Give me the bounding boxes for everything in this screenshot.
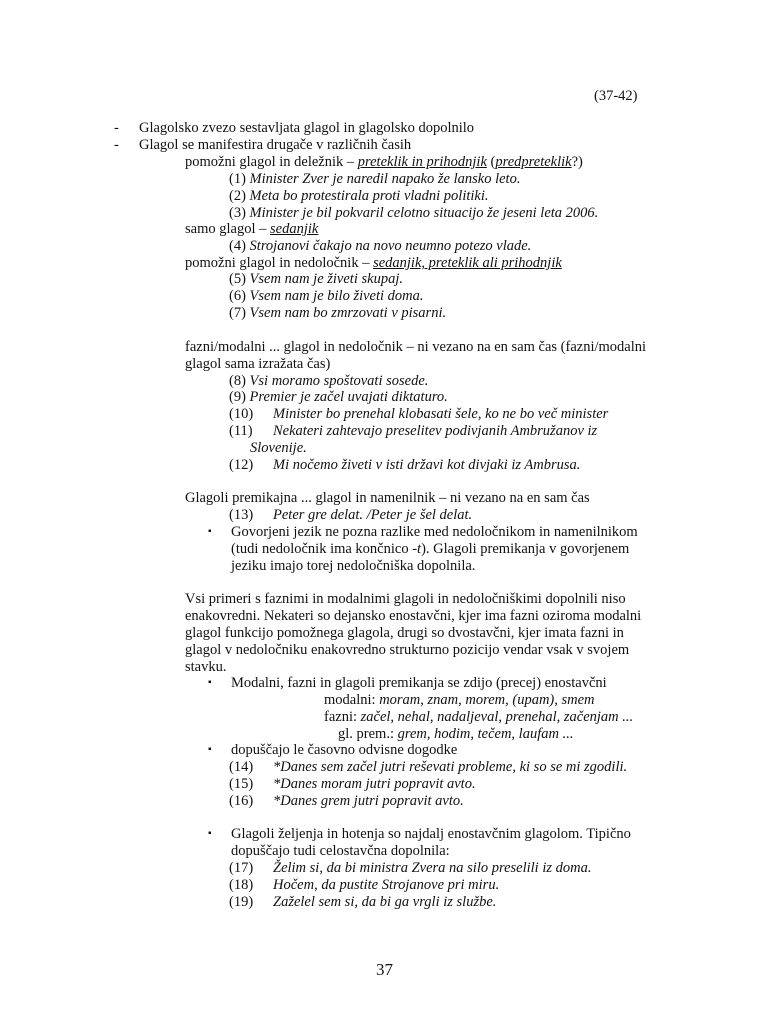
example-sentence: Zaželel sem si, da bi ga vrgli iz službe. <box>273 894 497 910</box>
example-number: (15) <box>229 776 254 792</box>
volition-line-1: Glagoli željenja in hotenja so najdalj enostavčnim glagolom. Tipično <box>231 826 631 842</box>
example-5 <box>229 271 403 288</box>
example-9 <box>229 389 448 406</box>
note-line-1 <box>231 524 638 541</box>
example-13 <box>229 507 473 524</box>
example-number: (16) <box>229 793 254 809</box>
example-sentence: Premier je začel uvajati diktaturo. <box>249 389 448 405</box>
example-number: (12) <box>229 457 254 473</box>
group-label: gl. prem.: <box>338 726 398 742</box>
note-text: (tudi nedoločnik ima končnico <box>231 541 413 557</box>
example-number: (3) <box>229 205 246 221</box>
heading-text: pomožni glagol in nedoločnik – <box>185 255 374 271</box>
paragraph-line-1: Vsi primeri s faznimi in modalnimi glagoli in nedoločniškimi dopolnili niso <box>185 591 626 607</box>
example-sentence: Meta bo protestirala proti vladni politiki. <box>249 188 489 204</box>
example-19 <box>229 894 497 911</box>
time-dependent-line: dopuščajo le časovno odvisne dogodke <box>231 742 458 758</box>
example-sentence: Vsem nam je bilo živeti doma. <box>249 288 424 304</box>
example-number: (9) <box>229 389 246 405</box>
example-number: (19) <box>229 894 254 910</box>
example-16 <box>229 793 464 810</box>
volition-line-2: dopuščajo tudi celostavčna dopolnila: <box>231 843 450 859</box>
example-12 <box>229 457 581 474</box>
paragraph-line-3: glagol funkcijo pomožnega glagola, drugi so dvostavčni, kjer imata fazni in <box>185 625 624 641</box>
example-15 <box>229 776 476 793</box>
example-number: (8) <box>229 373 246 389</box>
example-sentence: Minister je bil pokvaril celotno situacijo že jeseni leta 2006. <box>249 205 599 221</box>
example-number: (10) <box>229 406 254 422</box>
example-sentence: Nekateri zahtevajo preselitev podivjanih Ambružanov iz <box>273 423 598 439</box>
example-sentence: Peter gre delat. /Peter je šel delat. <box>273 507 473 523</box>
group-items: moram, znam, morem, (upam), smem <box>379 692 595 708</box>
heading-text: pomožni glagol in deležnik – <box>185 154 358 170</box>
tense-heading-present <box>185 221 318 238</box>
example-sentence: Vsem nam je živeti skupaj. <box>249 271 403 287</box>
example-sentence: Strojanovi čakajo na novo neumno potezo vlade. <box>249 238 532 254</box>
paragraph-line-4: glagol v nedoločniku enakovredno strukturno pozicijo vendar vsak v svojem <box>185 642 630 658</box>
example-sentence: Vsi moramo spoštovati sosede. <box>249 373 429 389</box>
note-text: ). Glagoli premikanja v govorjenem <box>421 541 630 557</box>
example-sentence: *Danes grem jutri popravit avto. <box>273 793 464 809</box>
example-number: (1) <box>229 171 246 187</box>
verb-classes-line: Modalni, fazni in glagoli premikanja se zdijo (precej) enostavčni <box>231 675 607 691</box>
heading-tense: sedanjik <box>269 221 319 237</box>
page-number: 37 <box>376 960 393 979</box>
phase-verbs-list <box>324 709 633 726</box>
bullet-text: Glagol se manifestira drugače v različnih časih <box>139 137 412 153</box>
example-1 <box>229 171 520 188</box>
note-line-3 <box>231 558 475 575</box>
example-sentence: *Danes sem začel jutri reševati probleme, ki so se mi zgodili. <box>273 759 628 775</box>
heading-tense: predpreteklik <box>495 154 572 170</box>
heading-text: samo glagol – <box>185 221 270 237</box>
example-number: (6) <box>229 288 246 304</box>
dash-marker: - <box>114 120 119 136</box>
modal-verbs-list <box>324 692 595 709</box>
motion-verbs-list <box>338 726 573 743</box>
example-2 <box>229 188 489 205</box>
example-11-continuation: Slovenije. <box>250 440 307 456</box>
example-sentence: *Danes moram jutri popravit avto. <box>273 776 476 792</box>
example-18 <box>229 877 500 894</box>
bullet-text: Glagolsko zvezo sestavljata glagol in glagolsko dopolnilo <box>139 120 475 136</box>
example-sentence: Vsem nam bo zmrzovati v pisarni. <box>249 305 447 321</box>
group-label: fazni: <box>324 709 361 725</box>
example-number: (18) <box>229 877 254 893</box>
heading-tense: preteklik in prihodnjik <box>357 154 487 170</box>
example-sentence: Želim si, da bi ministra Zvera na silo preselili iz doma. <box>273 860 592 876</box>
example-3 <box>229 205 598 222</box>
square-bullet: ▪ <box>208 677 212 688</box>
note-line-2 <box>231 541 629 558</box>
phase-modal-line-2: glagol sama izražata čas) <box>185 356 331 372</box>
example-11 <box>229 423 598 440</box>
example-number: (13) <box>229 507 254 523</box>
note-text: jeziku imajo torej nedoločniška dopolnila. <box>231 558 476 574</box>
square-bullet: ▪ <box>208 526 212 537</box>
tense-heading-past-future <box>185 154 583 171</box>
example-7 <box>229 305 446 322</box>
group-label: modalni: <box>324 692 380 708</box>
group-items: začel, nehal, nadaljeval, prenehal, začenjam ... <box>360 709 634 725</box>
example-sentence: Minister Zver je naredil napako že lansko leto. <box>249 171 521 187</box>
section-reference: (37-42) <box>594 88 638 104</box>
motion-verbs-heading: Glagoli premikajna ... glagol in namenilnik – ni vezano na en sam čas <box>185 490 590 506</box>
example-14 <box>229 759 628 776</box>
example-number: (4) <box>229 238 246 254</box>
example-6 <box>229 288 424 305</box>
paragraph-line-2: enakovredni. Nekateri so dejansko enostavčni, kjer ima fazni oziroma modalni <box>185 608 642 624</box>
example-4 <box>229 238 531 255</box>
example-sentence: Minister bo prenehal klobasati šele, ko ne bo več minister <box>273 406 609 422</box>
example-number: (7) <box>229 305 246 321</box>
example-number: (17) <box>229 860 254 876</box>
square-bullet: ▪ <box>208 744 212 755</box>
example-sentence: Mi nočemo živeti v isti državi kot divjaki iz Ambrusa. <box>273 457 581 473</box>
phase-modal-line-1: fazni/modalni ... glagol in nedoločnik – ni vezano na en sam čas (fazni/modalni <box>185 339 647 355</box>
heading-text: ( <box>486 154 496 170</box>
square-bullet: ▪ <box>208 828 212 839</box>
heading-tense: sedanjik, preteklik ali prihodnjik <box>373 255 562 271</box>
example-17 <box>229 860 592 877</box>
group-items: grem, hodim, tečem, laufam ... <box>397 726 574 742</box>
paragraph-line-5: stavku. <box>185 659 227 675</box>
heading-text: ?) <box>571 154 583 170</box>
example-sentence: Hočem, da pustite Strojanove pri miru. <box>273 877 500 893</box>
example-10 <box>229 406 609 423</box>
example-number: (5) <box>229 271 246 287</box>
example-number: (2) <box>229 188 246 204</box>
example-8 <box>229 373 428 390</box>
note-suffix: -t <box>412 541 422 557</box>
tense-heading-infinitive <box>185 255 562 272</box>
dash-marker: - <box>114 137 119 153</box>
example-number: (11) <box>229 423 253 439</box>
note-text: Govorjeni jezik ne pozna razlike med nedoločnikom in namenilnikom <box>231 524 638 540</box>
example-number: (14) <box>229 759 254 775</box>
